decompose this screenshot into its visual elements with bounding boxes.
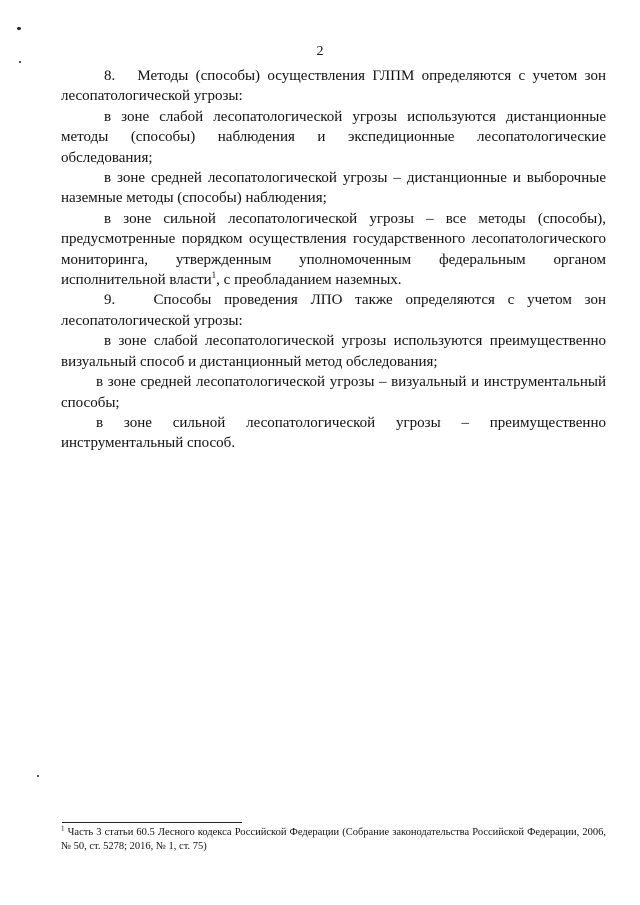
footnote-text: Часть 3 статьи 60.5 Лесного кодекса Российской Федерации (Собрание законодательства Российской Федерации, 2006, № 50, ст. 5278; 2016, № 1, ст. 75)	[61, 827, 607, 852]
document-body	[61, 66, 606, 454]
footnote-reference: 1	[211, 270, 217, 281]
footnote-mark: 1	[61, 824, 65, 833]
paragraph-8-strong-zone	[61, 209, 606, 291]
scan-speck-1	[17, 27, 21, 30]
paragraph-9-text: Способы проведения ЛПО также определяются с учетом зон лесопатологической угрозы:	[61, 292, 606, 329]
paragraph-8-medium-zone: в зоне средней лесопатологической угрозы – дистанционные и выборочные наземные методы (способы) наблюдения;	[61, 170, 606, 207]
paragraph-9-number: 9.	[104, 292, 116, 309]
footnote-separator	[62, 822, 242, 823]
paragraph-8-strong-zone-text: в зоне сильной лесопатологической угрозы – все методы (способы), предусмотренные порядком осуществления государственного лесопатологического мониторинга, утвержденным уполномоченным федеральным органом исполнительной власти	[61, 210, 606, 289]
footnote	[61, 826, 606, 854]
paragraph-9	[61, 290, 606, 331]
paragraph-9-strong-zone: в зоне сильной лесопатологической угрозы – преимущественно инструментальный способ.	[61, 414, 606, 452]
paragraph-8-text: Методы (способы) осуществления ГЛПМ определяются с учетом зон лесопатологической угрозы:	[61, 68, 606, 105]
paragraph-9-medium-zone: в зоне средней лесопатологической угрозы – визуальный и инструментальный способы;	[61, 374, 606, 411]
scan-speck-2	[19, 61, 21, 63]
scan-speck-3	[37, 775, 39, 777]
paragraph-8-number: 8.	[104, 68, 116, 84]
paragraph-8-strong-zone-ending: , с преобладанием наземных.	[216, 272, 402, 289]
paragraph-9-weak-zone: в зоне слабой лесопатологической угрозы используются преимущественно визуальный способ и дистанционный метод обследования;	[61, 333, 606, 370]
paragraph-8-weak-zone: в зоне слабой лесопатологической угрозы используются дистанционные методы (способы) наблюдения и экспедиционные лесопатологические обследования;	[61, 108, 606, 166]
page-number: 2	[316, 44, 324, 59]
paragraph-8	[61, 66, 606, 107]
